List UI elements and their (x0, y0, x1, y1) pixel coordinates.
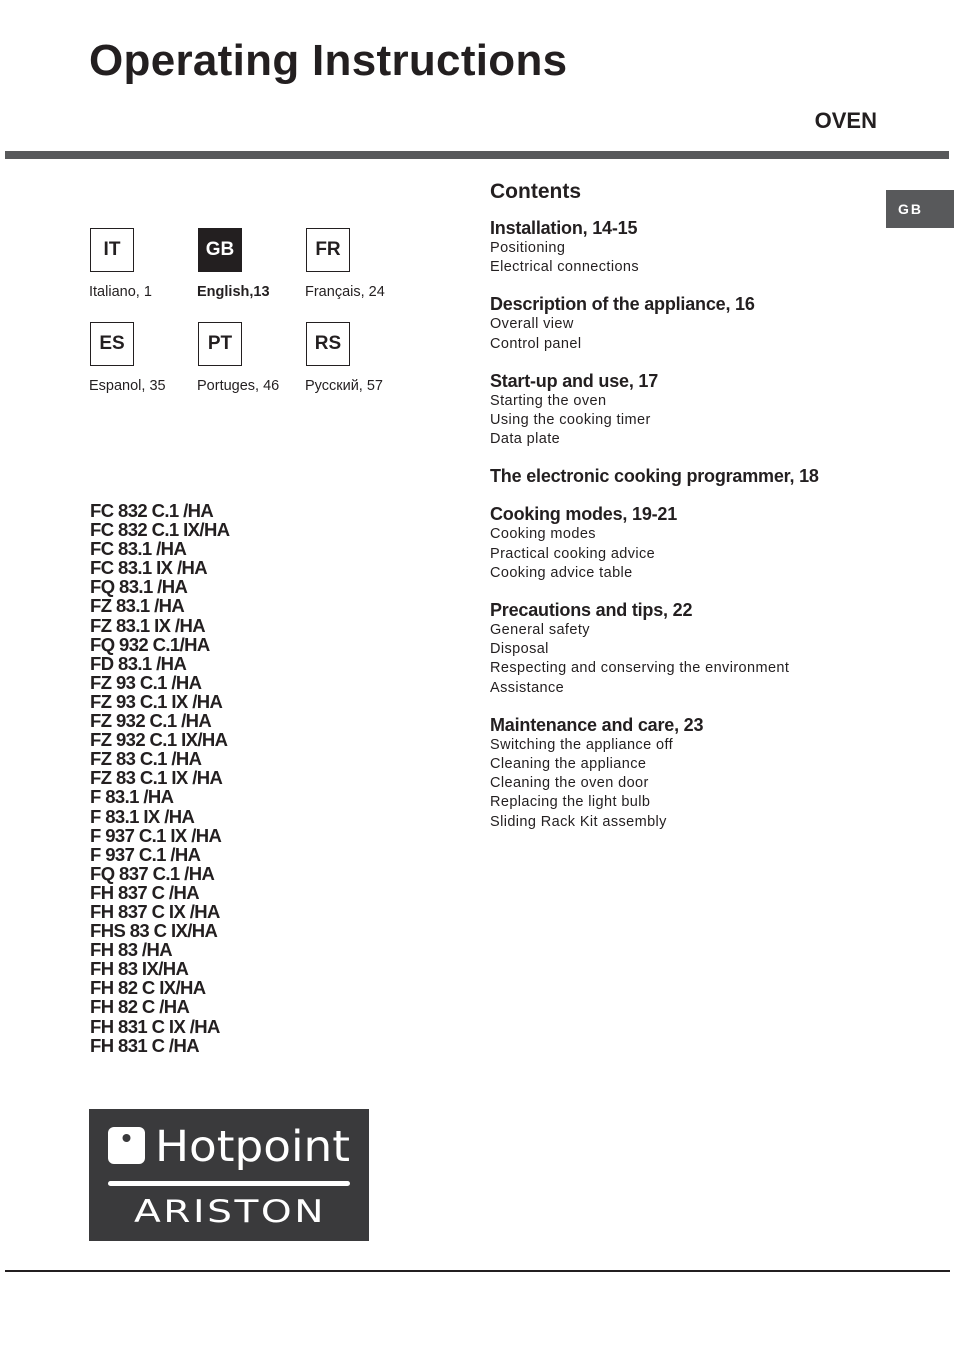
footer-divider (5, 1270, 950, 1272)
hotpoint-ariston-logo (89, 1109, 369, 1241)
model-number: FD 83.1 /HA (90, 652, 187, 674)
model-number: F 937 C.1 IX /HA (90, 824, 222, 846)
section-item: Starting the oven (490, 392, 607, 409)
model-number: F 83.1 /HA (90, 786, 174, 808)
contents-section (490, 294, 870, 353)
model-number: FH 837 C IX /HA (90, 900, 220, 922)
section-title: Cooking modes, 19-21 (490, 504, 678, 525)
contents-section (490, 371, 870, 450)
section-item: Practical cooking advice (490, 545, 656, 562)
contents-section (490, 715, 870, 832)
language-page-label: Français, 24 (305, 284, 385, 300)
model-number: FQ 83.1 /HA (90, 576, 188, 598)
section-item: Positioning (490, 240, 566, 256)
model-number: FH 82 C /HA (90, 996, 190, 1018)
model-number: FHS 83 C IX/HA (90, 920, 218, 942)
contents-heading: Contents (490, 180, 581, 203)
language-page-label: Русский, 57 (305, 378, 383, 394)
section-item: Overall view (490, 316, 574, 333)
model-number: FH 837 C /HA (90, 881, 199, 903)
section-item: Control panel (490, 335, 582, 352)
table-of-contents (490, 180, 870, 849)
model-number: FQ 837 C.1 /HA (90, 862, 215, 884)
section-item: Switching the appliance off (490, 736, 674, 753)
svg-text:ARISTON: ARISTON (134, 1194, 326, 1230)
language-code-box: ES (90, 322, 134, 366)
language-entry-pt (197, 322, 305, 394)
section-item: General safety (490, 622, 590, 639)
section-item: Respecting and conserving the environment (490, 660, 790, 677)
brand-logo-graphic (89, 1109, 369, 1241)
contents-section (490, 218, 870, 277)
language-code-box: IT (90, 228, 134, 272)
section-item: Using the cooking timer (490, 412, 651, 429)
section-title: Start-up and use, 17 (490, 370, 659, 391)
page-title: Operating Instructions (89, 36, 568, 85)
contents-section (490, 504, 870, 583)
model-number: FH 831 C IX /HA (90, 1015, 220, 1037)
model-number: FQ 932 C.1/HA (90, 633, 210, 655)
section-title: Description of the appliance, 16 (490, 294, 755, 315)
language-code-box: GB (198, 228, 242, 272)
section-title: The electronic cooking programmer, 18 (490, 466, 819, 487)
model-number: FC 832 C.1 /HA (90, 500, 214, 521)
model-number: FZ 83.1 IX /HA (90, 614, 205, 636)
contents-section (490, 466, 870, 487)
model-number: FZ 83 C.1 IX /HA (90, 767, 223, 789)
section-title: Precautions and tips, 22 (490, 600, 693, 621)
language-entry-gb (197, 228, 305, 300)
language-page-label: Italiano, 1 (89, 284, 152, 300)
model-number: FH 831 C /HA (90, 1034, 199, 1056)
language-entry-es (89, 322, 197, 394)
section-item: Electrical connections (490, 259, 640, 276)
section-item: Sliding Rack Kit assembly (490, 813, 667, 830)
contents-section (490, 600, 870, 698)
model-number: FC 832 C.1 IX/HA (90, 519, 230, 541)
section-item: Replacing the light bulb (490, 794, 651, 811)
model-number: FH 83 /HA (90, 939, 172, 961)
language-tab-gb: GB (886, 190, 954, 228)
section-item: Data plate (490, 431, 561, 448)
model-list (90, 501, 229, 1055)
section-item: Assistance (490, 679, 565, 696)
model-number: F 83.1 IX /HA (90, 805, 195, 827)
section-item: Cooking advice table (490, 564, 633, 581)
model-number: FZ 932 C.1 IX/HA (90, 729, 228, 751)
section-item: Disposal (490, 641, 549, 658)
model-number: FC 83.1 /HA (90, 538, 187, 560)
language-page-label: Portuges, 46 (197, 378, 280, 394)
model-number: FH 83 IX/HA (90, 958, 189, 980)
model-number: FZ 93 C.1 /HA (90, 671, 202, 693)
section-title: Installation, 14-15 (490, 218, 638, 238)
language-entry-fr (305, 228, 415, 300)
model-number: FH 82 C IX/HA (90, 977, 206, 999)
model-number: FZ 83 C.1 /HA (90, 748, 202, 770)
header-divider (5, 151, 949, 159)
language-code-box: FR (306, 228, 350, 272)
language-code-box: PT (198, 322, 242, 366)
language-page-label: English,13 (197, 284, 270, 300)
language-code-box: RS (306, 322, 350, 366)
section-title: Maintenance and care, 23 (490, 714, 704, 735)
model-number: FZ 93 C.1 IX /HA (90, 690, 223, 712)
svg-text:Hotpoint: Hotpoint (155, 1122, 350, 1172)
language-entry-rs (305, 322, 415, 394)
model-number: F 937 C.1 /HA (90, 843, 201, 865)
model-number: FZ 83.1 /HA (90, 595, 185, 617)
language-page-label: Espanol, 35 (89, 378, 166, 394)
model-number: FC 83.1 IX /HA (90, 557, 208, 579)
contents-sections (490, 218, 870, 832)
section-item: Cooking modes (490, 526, 596, 543)
model-number: FZ 932 C.1 /HA (90, 710, 212, 732)
section-item: Cleaning the oven door (490, 775, 649, 792)
section-item: Cleaning the appliance (490, 756, 647, 773)
language-entry-it (89, 228, 197, 300)
language-index (89, 228, 415, 394)
product-type: OVEN (814, 108, 877, 133)
